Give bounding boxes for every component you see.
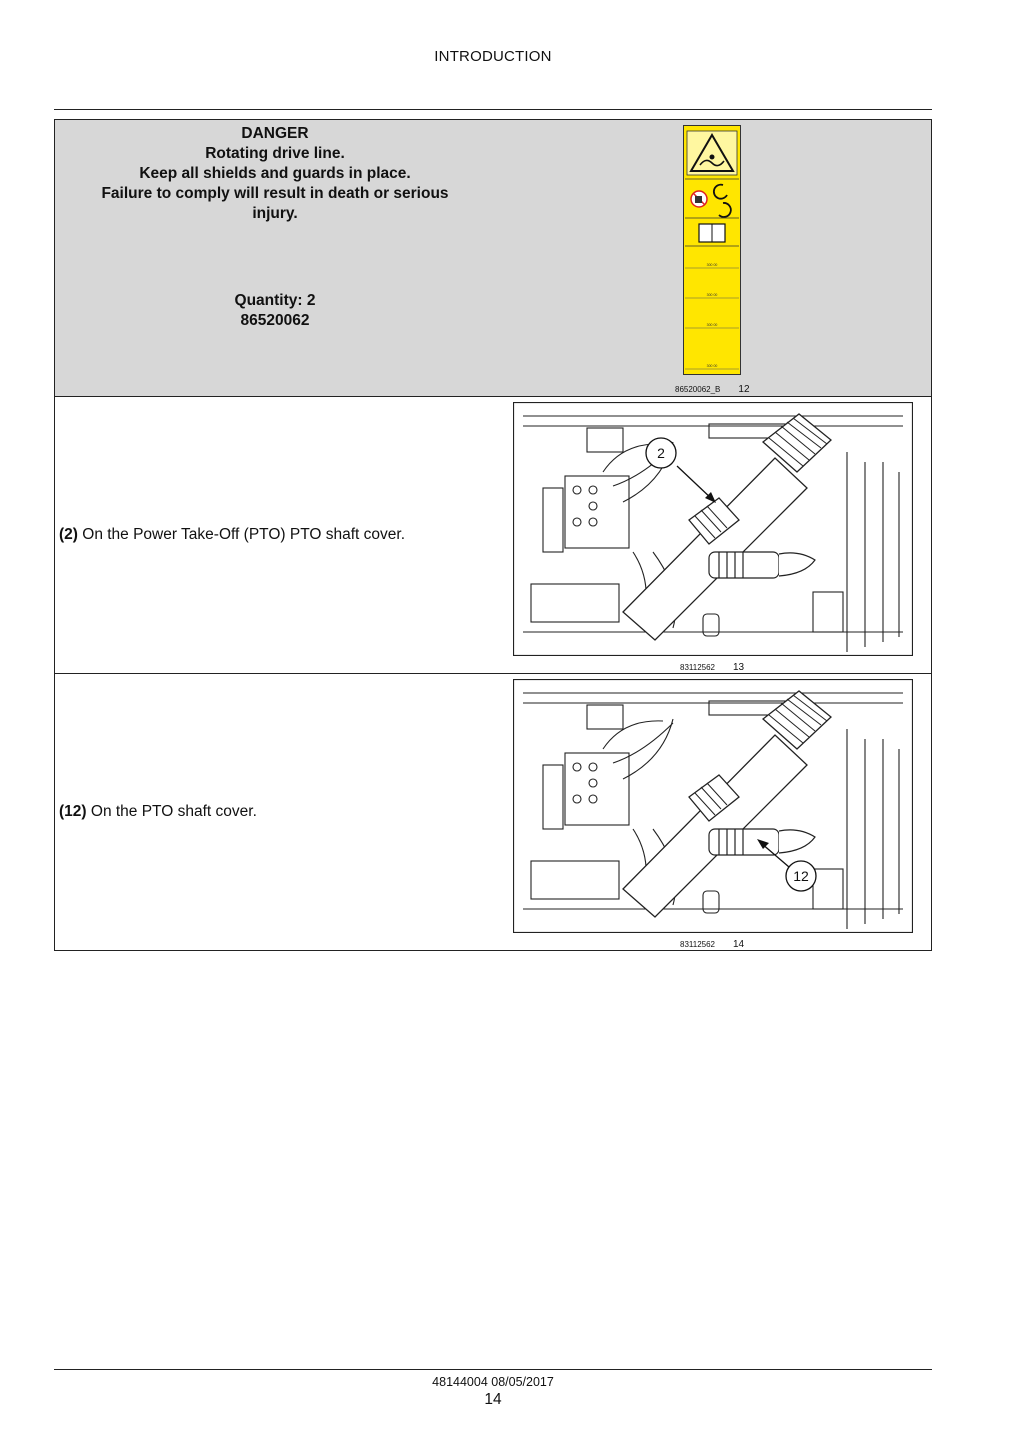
safety-decal-table xyxy=(54,119,932,951)
figure-caption xyxy=(675,384,750,395)
read-manual-icon xyxy=(699,224,725,242)
decal-tick-label: 300 00 xyxy=(706,263,718,267)
decal-tick-label: 300 00 xyxy=(706,293,718,297)
danger-heading: DANGER xyxy=(241,125,309,142)
figure-number: 14 xyxy=(733,939,745,950)
danger-line: Rotating drive line. xyxy=(205,145,345,162)
callout-balloon-number: 2 xyxy=(657,445,665,461)
image-id: 83112562 xyxy=(680,663,715,672)
callout-text: On the PTO shaft cover. xyxy=(86,803,257,820)
danger-decal-image xyxy=(683,125,741,375)
table-row-pto-location-12 xyxy=(55,674,931,950)
figure-caption xyxy=(680,939,744,950)
header-rule xyxy=(54,109,932,110)
callout-text: On the Power Take-Off (PTO) PTO shaft cover. xyxy=(77,526,406,543)
danger-line: Keep all shields and guards in place. xyxy=(139,165,411,182)
danger-line: Failure to comply will result in death or serious xyxy=(101,185,449,202)
part-number: 86520062 xyxy=(240,312,310,329)
location-description xyxy=(59,803,257,821)
image-id: 86520062_B xyxy=(675,385,721,394)
rotating-driveline-warning-icon xyxy=(687,131,737,175)
figure-caption xyxy=(680,662,744,673)
quantity-block xyxy=(55,291,495,331)
callout-number: (12) xyxy=(59,803,87,820)
table-row-danger-decal xyxy=(55,120,931,397)
footer-rule xyxy=(54,1369,932,1370)
callout-balloon-number: 12 xyxy=(793,868,809,884)
callout-number: (2) xyxy=(59,526,78,543)
page-header: INTRODUCTION xyxy=(434,48,552,65)
decal-tick-label: 300 00 xyxy=(706,323,718,327)
quantity-label: Quantity: 2 xyxy=(234,292,316,309)
danger-line: injury. xyxy=(252,205,298,222)
figure-number: 13 xyxy=(733,662,745,673)
image-id: 83112562 xyxy=(680,940,715,949)
table-row-pto-location-2 xyxy=(55,397,931,674)
page-number: 14 xyxy=(484,1391,502,1408)
figure-number: 12 xyxy=(738,384,750,395)
document-id: 48144004 08/05/2017 xyxy=(432,1375,554,1389)
danger-message xyxy=(55,124,495,224)
pto-shaft-illustration xyxy=(513,402,913,656)
pto-shaft-illustration xyxy=(513,679,913,933)
decal-tick-label: 300 00 xyxy=(706,364,718,368)
location-description xyxy=(59,526,405,544)
